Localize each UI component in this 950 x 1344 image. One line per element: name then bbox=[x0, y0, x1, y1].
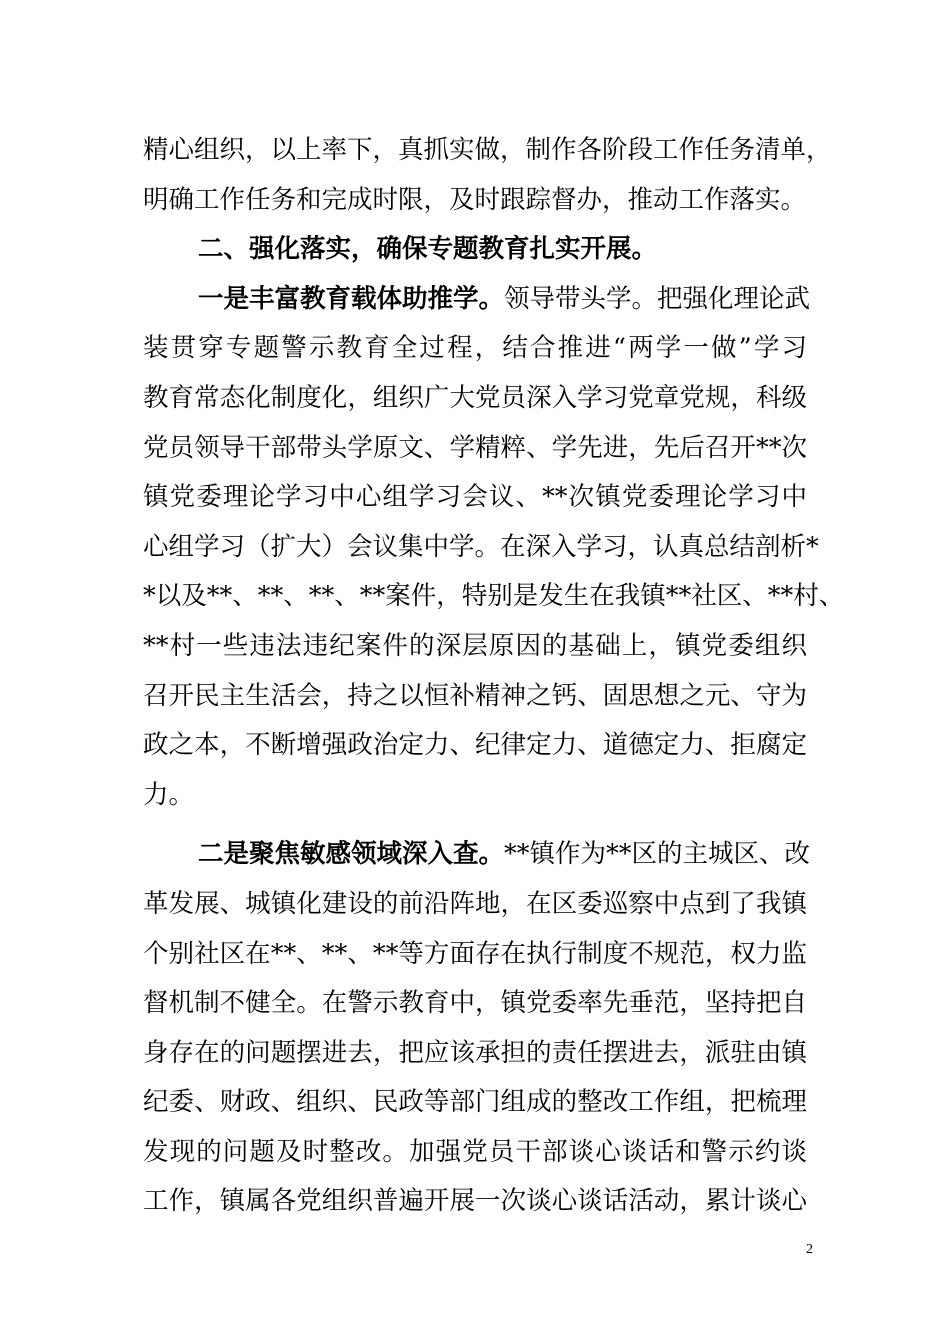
paragraph-text: **镇作为**区的主城区、改 bbox=[504, 839, 811, 870]
paragraph-one bbox=[143, 275, 845, 821]
text-line: 装贯穿专题警示教育全过程，结合推进“两学一做”学习 bbox=[143, 333, 807, 364]
text-line: 督机制不健全。在警示教育中，镇党委率先垂范，坚持把自 bbox=[143, 988, 807, 1019]
text-line: 发现的问题及时整改。加强党员干部谈心谈话和警示约谈 bbox=[143, 1136, 807, 1167]
text-line: 革发展、城镇化建设的前沿阵地，在区委巡察中点到了我镇 bbox=[143, 888, 807, 919]
text-line: 心组学习（扩大）会议集中学。在深入学习，认真总结剖析* bbox=[143, 531, 819, 562]
text-line: **村一些违法违纪案件的深层原因的基础上，镇党委组织 bbox=[143, 630, 807, 661]
text-line: 政之本，不断增强政治定力、纪律定力、道德定力、拒腐定 bbox=[143, 730, 807, 761]
text-line bbox=[143, 275, 811, 325]
text-line: 党员领导干部带头学原文、学精粹、学先进，先后召开**次 bbox=[143, 432, 807, 463]
text-line: 力。 bbox=[143, 779, 195, 810]
text-line: 教育常态化制度化，组织广大党员深入学习党章党规，科级 bbox=[143, 382, 807, 413]
document-body bbox=[143, 126, 845, 1227]
text-line: 纪委、财政、组织、民政等部门组成的整改工作组，把梳理 bbox=[143, 1087, 807, 1118]
text-line: 召开民主生活会，持之以恒补精神之钙、固思想之元、守为 bbox=[143, 680, 807, 711]
text-line: 精心组织，以上率下，真抓实做，制作各阶段工作任务清单， bbox=[143, 135, 832, 165]
text-line: 工作，镇属各党组织普遍开展一次谈心谈话活动，累计谈心 bbox=[143, 1186, 807, 1217]
text-line: 明确工作任务和完成时限，及时跟踪督办，推动工作落实。 bbox=[143, 184, 807, 215]
paragraph-gap bbox=[143, 820, 807, 830]
section-heading: 二、强化落实，确保专题教育扎实开展。 bbox=[198, 234, 658, 265]
text-line: 身存在的问题摆进去，把应该承担的责任摆进去，派驻由镇 bbox=[143, 1037, 807, 1068]
paragraph-text: 领导带头学。把强化理论武 bbox=[504, 283, 811, 314]
text-line bbox=[143, 830, 811, 880]
page-number: 2 bbox=[806, 1242, 813, 1257]
paragraph-two bbox=[143, 830, 811, 1227]
text-line: 个别社区在**、**、**等方面存在执行制度不规范，权力监 bbox=[143, 938, 807, 969]
paragraph-lead: 二是聚焦敏感领域深入查。 bbox=[198, 839, 505, 870]
text-line: *以及**、**、**、**案件，特别是发生在我镇**社区、**村、 bbox=[143, 581, 845, 612]
paragraph-intro bbox=[143, 126, 832, 225]
paragraph-lead: 一是丰富教育载体助推学。 bbox=[198, 283, 505, 314]
text-line: 镇党委理论学习中心组学习会议、**次镇党委理论学习中 bbox=[143, 482, 807, 513]
